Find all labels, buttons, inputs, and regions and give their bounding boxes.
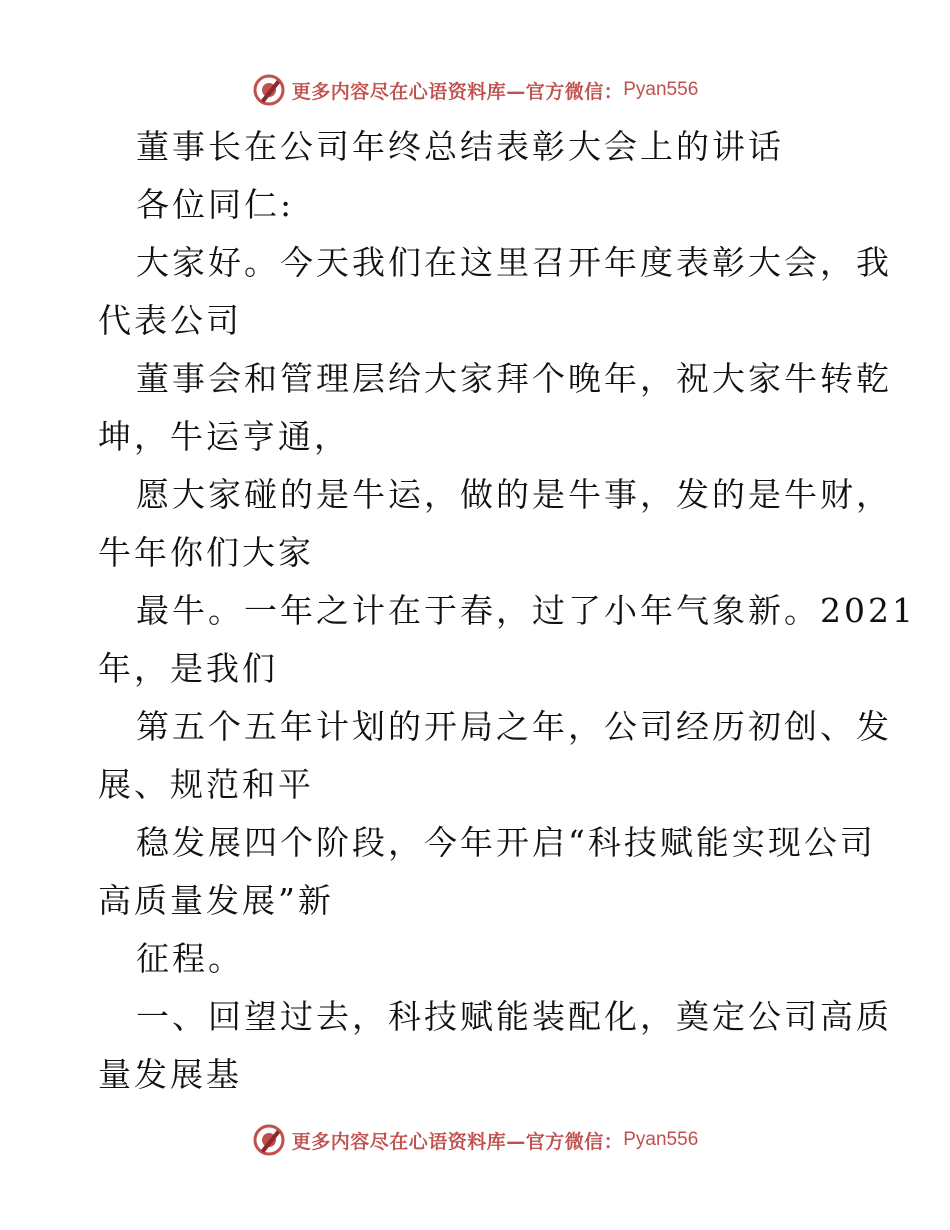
paragraph-line: 董事会和管理层给大家拜个晚年，祝大家牛转乾 [136,359,892,398]
paragraph-line: 最牛。一年之计在于春，过了小年气象新。2021 [136,591,916,630]
watermark-wechat-id: Pyan556 [623,79,699,100]
paragraph-line: 稳发展四个阶段，今年开启“科技赋能实现公司 [136,823,876,862]
document-body [98,118,916,1104]
header-watermark [0,70,950,110]
paragraph-line: 大家好。今天我们在这里召开年度表彰大会，我 [136,243,892,282]
paragraph-line: 牛年你们大家 [98,533,314,572]
watermark-text: 更多内容尽在心语资料库—官方微信： [291,1130,624,1153]
paragraph-line: 年，是我们 [98,649,278,688]
footer-watermark [0,1120,950,1160]
paragraph-line: 愿大家碰的是牛运，做的是牛事，发的是牛财， [136,475,892,514]
paragraph-line: 第五个五年计划的开局之年，公司经历初创、发 [136,707,892,746]
watermark-text: 更多内容尽在心语资料库—官方微信： [291,80,624,103]
paragraph-line: 代表公司 [98,301,242,340]
paragraph-line: 展、规范和平 [98,765,314,804]
quill-pen-logo-icon [252,1123,286,1157]
salutation: 各位同仁: [136,185,295,224]
document-title: 董事长在公司年终总结表彰大会上的讲话 [136,127,784,166]
paragraph-line: 坤，牛运亨通， [98,417,350,456]
watermark-wechat-id: Pyan556 [623,1129,699,1150]
section-heading-line: 一、回望过去，科技赋能装配化，奠定公司高质 [136,997,892,1036]
quill-pen-logo-icon [252,73,286,107]
paragraph-line: 征程。 [136,939,244,978]
section-heading-line: 量发展基 [98,1055,242,1094]
paragraph-line: 高质量发展”新 [98,881,334,920]
